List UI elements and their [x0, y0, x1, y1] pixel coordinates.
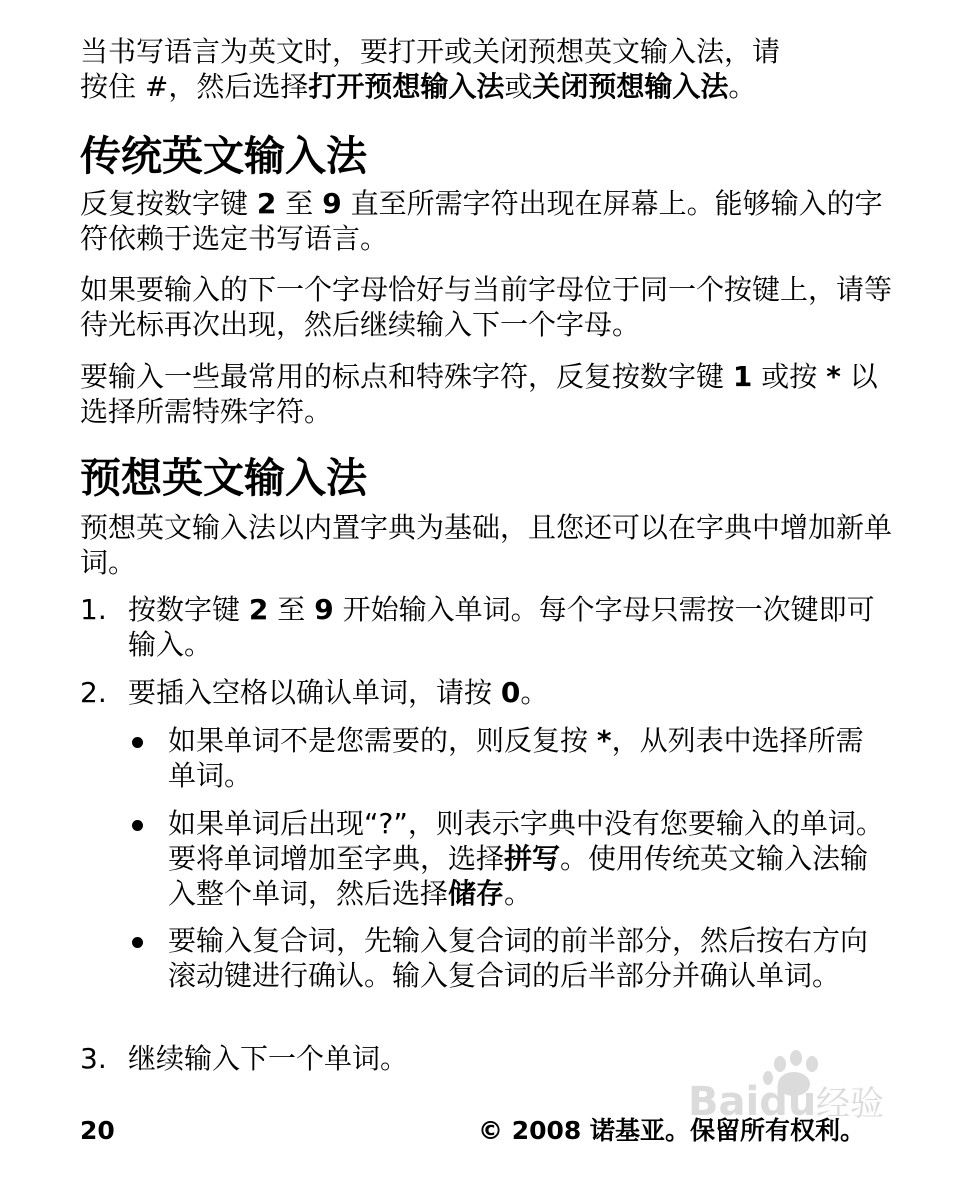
bullet-2-a: 如果单词后出现“?”，则表示字典中没有您要输入的单词。要将单词增加至字典，选择: [168, 807, 884, 875]
bullet-2-text: [168, 806, 888, 911]
page-number: 20: [80, 1116, 115, 1145]
bullet-3: [128, 923, 898, 1028]
bullet-dot-icon: [132, 820, 143, 831]
step-2-key-0: 0: [500, 676, 521, 709]
copyright-notice: © 2008 诺基亚。保留所有权利。: [478, 1116, 865, 1145]
bullet-2-e: 。: [504, 877, 533, 910]
bullet-1: [128, 723, 898, 793]
bullet-1-a: 如果单词不是您需要的，则反复按: [168, 724, 597, 757]
bullet-3-text: 要输入复合词，先输入复合词的前半部分，然后按右方向滚动键进行确认。输入复合词的后半部分并确认单词。: [168, 924, 869, 992]
watermark-label: 经验: [816, 1084, 884, 1124]
intro-line1: 当书写语言为英文时，要打开或关闭预想英文输入法，请: [80, 35, 781, 68]
bullet-1-key-star: *: [596, 724, 612, 757]
bullet-2-c: 。使用传统英文输入法输入整个单词，然后选择: [168, 842, 869, 910]
step-2: [80, 675, 900, 710]
step-1: [80, 592, 900, 662]
step-3-text: 继续输入下一个单词。: [128, 1042, 409, 1075]
step-3-number: 3.: [80, 1042, 107, 1075]
section1-p1-key-9: 9: [322, 187, 342, 220]
bullet-dot-icon: [132, 737, 143, 748]
section1-p1-c: 至: [276, 187, 323, 220]
step-2-text: [128, 675, 888, 710]
intro-line2-a: 按住 #，然后选择: [80, 70, 309, 103]
step-1-e: 开始输入单词。每个字母只需按一次键即可输入。: [128, 593, 875, 661]
section2-paragraph-1: 预想英文输入法以内置字典为基础，且您还可以在字典中增加新单词。: [80, 511, 893, 579]
step-1-number: 1.: [80, 593, 107, 626]
section1-p1-e: 直至所需字符出现在屏幕上。能够输入的字符依赖于选定书写语言。: [80, 187, 883, 255]
step-2-number: 2.: [80, 676, 107, 709]
watermark-brand: Baidu: [688, 1079, 817, 1125]
step-1-key-2: 2: [248, 593, 269, 626]
step-1-c: 至: [268, 593, 315, 626]
bullet-1-c: ，从列表中选择所需单词。: [168, 724, 864, 792]
intro-paragraph: [80, 34, 900, 104]
step-1-key-9: 9: [314, 593, 334, 626]
step-1-a: 按数字键: [128, 593, 249, 626]
intro-option-open: 打开预想输入法: [308, 70, 505, 103]
section1-p3-e: 以选择所需特殊字符。: [80, 360, 878, 428]
section1-p3-key-star: *: [826, 360, 841, 393]
step-2-a: 要插入空格以确认单词，请按: [128, 676, 501, 709]
intro-line2-c: 或: [504, 70, 533, 103]
section1-paragraph-2: 如果要输入的下一个字母恰好与当前字母位于同一个按键上，请等待光标再次出现，然后继续输入下一个字母。: [80, 273, 893, 341]
bullet-2-option-spell: 拼写: [504, 842, 561, 875]
section1-p3-key-1: 1: [732, 360, 753, 393]
section1-p1-a: 反复按数字键: [80, 187, 257, 220]
section1-p3-c: 或按: [752, 360, 827, 393]
section1-p3-a: 要输入一些最常用的标点和特殊字符，反复按数字键: [80, 360, 733, 393]
intro-option-close: 关闭预想输入法: [532, 70, 729, 103]
bullet-2-option-save: 储存: [448, 877, 505, 910]
section1-p1-key-2: 2: [256, 187, 277, 220]
section1-paragraph-1: [80, 186, 900, 256]
section1-heading: 传统英文输入法: [80, 132, 367, 180]
bullet-2: [128, 806, 898, 911]
intro-line2-e: 。: [728, 70, 757, 103]
section2-heading: 预想英文输入法: [80, 454, 367, 502]
section1-paragraph-3: [80, 359, 900, 429]
bullet-dot-icon: [132, 937, 143, 948]
step-2-c: 。: [520, 676, 549, 709]
step-1-text: [128, 592, 888, 662]
bullet-1-text: [168, 723, 888, 793]
